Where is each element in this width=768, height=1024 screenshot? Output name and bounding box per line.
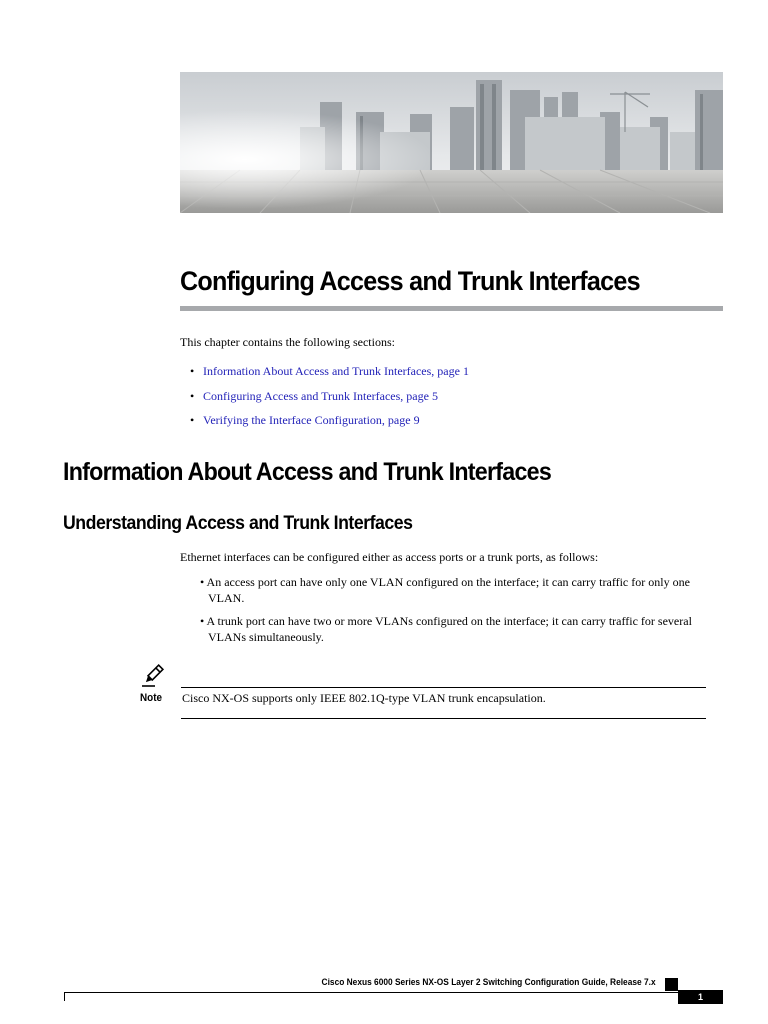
subsection-heading: Understanding Access and Trunk Interfaces	[63, 513, 413, 534]
toc-item	[190, 362, 469, 387]
chapter-toc	[190, 362, 469, 436]
port-type-list	[200, 574, 725, 652]
bullet-icon: •	[190, 413, 195, 427]
title-divider	[180, 306, 723, 311]
chapter-title: Configuring Access and Trunk Interfaces	[180, 266, 640, 296]
note-label: Note	[140, 692, 163, 704]
footer-document-title: Cisco Nexus 6000 Series NX-OS Layer 2 Switching Configuration Guide, Release 7.x	[321, 977, 656, 988]
toc-item	[190, 387, 469, 412]
chapter-intro: This chapter contains the following sections:	[180, 335, 395, 349]
page-number: 1	[678, 990, 723, 1004]
bullet-icon: •	[190, 364, 195, 378]
bullet-icon: •	[190, 388, 195, 403]
toc-link-information[interactable]: Information About Access and Trunk Interfaces, page 1	[203, 364, 469, 378]
section-body: Ethernet interfaces can be configured either as access ports or a trunk ports, as follows:	[180, 550, 599, 564]
toc-item	[190, 411, 469, 436]
list-item-access-port: • An access port can have only one VLAN configured on the interface; it can carry traffic for only one VLAN.	[200, 575, 690, 605]
note-divider-top	[181, 687, 706, 688]
section-heading: Information About Access and Trunk Interfaces	[63, 458, 552, 486]
toc-link-configuring[interactable]: Configuring Access and Trunk Interfaces, page 5	[203, 388, 438, 403]
footer-rule	[64, 992, 678, 993]
chapter-banner-image	[180, 72, 723, 213]
footer-marker	[665, 978, 678, 991]
pencil-icon	[141, 663, 165, 687]
note-divider-bottom	[181, 718, 706, 719]
footer-tick	[64, 992, 65, 1001]
note-text: Cisco NX-OS supports only IEEE 802.1Q-type VLAN trunk encapsulation.	[182, 691, 546, 705]
toc-link-verifying[interactable]: Verifying the Interface Configuration, page 9	[203, 413, 420, 427]
list-item-trunk-port: • A trunk port can have two or more VLANs configured on the interface; it can carry traffic for several VLANs simultaneously.	[200, 614, 692, 644]
